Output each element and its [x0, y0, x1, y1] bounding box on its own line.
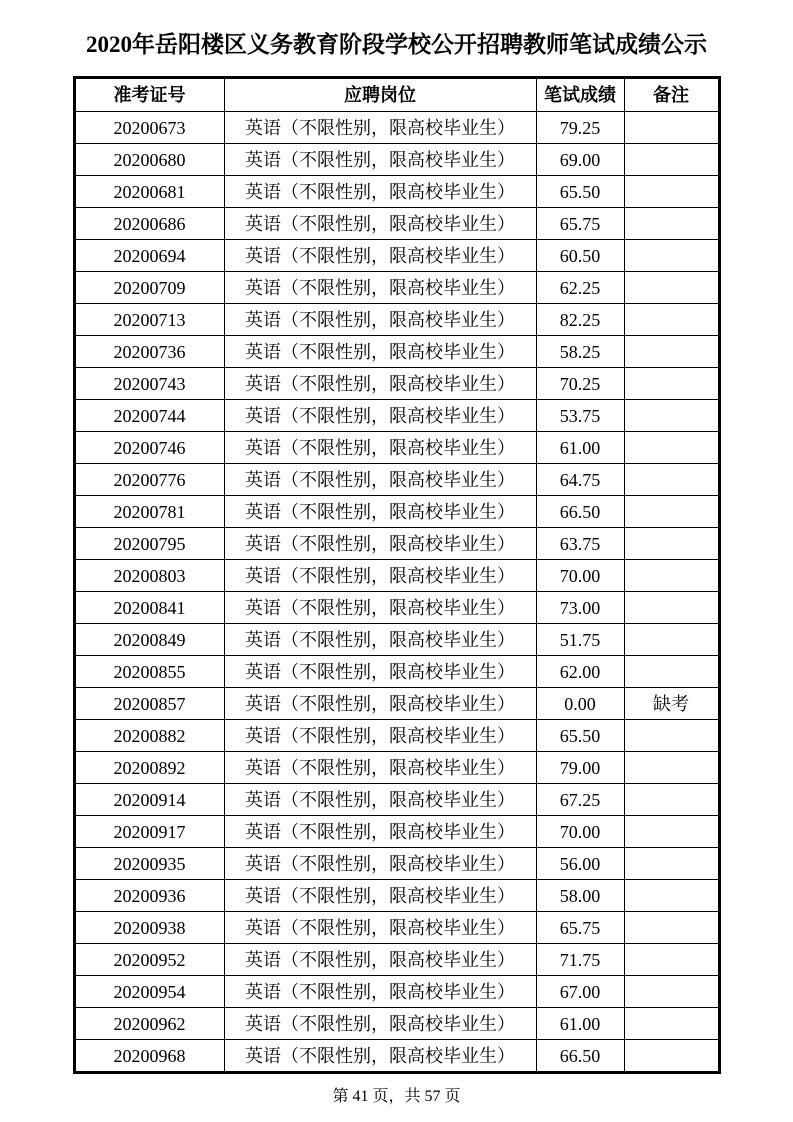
position-cell: 英语（不限性别，限高校毕业生） [224, 528, 536, 560]
note-cell [624, 944, 719, 976]
exam-number-cell: 20200680 [74, 144, 224, 176]
exam-number-cell: 20200952 [74, 944, 224, 976]
table-row [74, 976, 719, 1008]
exam-number-cell: 20200686 [74, 208, 224, 240]
score-cell: 73.00 [536, 592, 624, 624]
score-cell: 66.50 [536, 1040, 624, 1073]
exam-number-cell: 20200935 [74, 848, 224, 880]
table-row [74, 912, 719, 944]
table-row [74, 752, 719, 784]
exam-number-cell: 20200781 [74, 496, 224, 528]
position-cell: 英语（不限性别，限高校毕业生） [224, 208, 536, 240]
score-cell: 62.00 [536, 656, 624, 688]
score-cell: 64.75 [536, 464, 624, 496]
header-position: 应聘岗位 [224, 78, 536, 112]
exam-number-cell: 20200938 [74, 912, 224, 944]
table-row [74, 784, 719, 816]
exam-number-cell: 20200673 [74, 112, 224, 144]
score-cell: 58.25 [536, 336, 624, 368]
note-cell [624, 208, 719, 240]
exam-number-cell: 20200744 [74, 400, 224, 432]
position-cell: 英语（不限性别，限高校毕业生） [224, 976, 536, 1008]
exam-number-cell: 20200795 [74, 528, 224, 560]
position-cell: 英语（不限性别，限高校毕业生） [224, 592, 536, 624]
note-cell [624, 560, 719, 592]
score-cell: 82.25 [536, 304, 624, 336]
table-row [74, 368, 719, 400]
note-cell [624, 784, 719, 816]
note-cell [624, 432, 719, 464]
exam-number-cell: 20200962 [74, 1008, 224, 1040]
exam-number-cell: 20200841 [74, 592, 224, 624]
table-body [74, 112, 719, 1073]
score-cell: 0.00 [536, 688, 624, 720]
page-title: 2020年岳阳楼区义务教育阶段学校公开招聘教师笔试成绩公示 [86, 32, 707, 57]
table-row [74, 208, 719, 240]
table-row [74, 464, 719, 496]
note-cell [624, 240, 719, 272]
note-cell [624, 752, 719, 784]
header-exam-number: 准考证号 [74, 78, 224, 112]
position-cell: 英语（不限性别，限高校毕业生） [224, 464, 536, 496]
position-cell: 英语（不限性别，限高校毕业生） [224, 944, 536, 976]
note-cell [624, 848, 719, 880]
table-row [74, 592, 719, 624]
note-cell [624, 272, 719, 304]
score-cell: 58.00 [536, 880, 624, 912]
exam-number-cell: 20200709 [74, 272, 224, 304]
note-cell [624, 976, 719, 1008]
score-cell: 56.00 [536, 848, 624, 880]
table-row [74, 944, 719, 976]
position-cell: 英语（不限性别，限高校毕业生） [224, 560, 536, 592]
table-row [74, 144, 719, 176]
position-cell: 英语（不限性别，限高校毕业生） [224, 112, 536, 144]
table-row [74, 528, 719, 560]
note-cell [624, 176, 719, 208]
exam-number-cell: 20200776 [74, 464, 224, 496]
score-cell: 67.00 [536, 976, 624, 1008]
page-footer: 第 41 页，共 57 页 [332, 1088, 461, 1105]
note-cell [624, 656, 719, 688]
note-cell [624, 592, 719, 624]
position-cell: 英语（不限性别，限高校毕业生） [224, 432, 536, 464]
position-cell: 英语（不限性别，限高校毕业生） [224, 368, 536, 400]
exam-number-cell: 20200746 [74, 432, 224, 464]
score-cell: 70.00 [536, 560, 624, 592]
score-cell: 61.00 [536, 1008, 624, 1040]
score-cell: 71.75 [536, 944, 624, 976]
table-row [74, 432, 719, 464]
position-cell: 英语（不限性别，限高校毕业生） [224, 624, 536, 656]
table-row [74, 848, 719, 880]
table-row [74, 720, 719, 752]
exam-number-cell: 20200857 [74, 688, 224, 720]
note-cell [624, 368, 719, 400]
score-cell: 66.50 [536, 496, 624, 528]
position-cell: 英语（不限性别，限高校毕业生） [224, 272, 536, 304]
table-row [74, 400, 719, 432]
note-cell [624, 144, 719, 176]
note-cell [624, 528, 719, 560]
header-score: 笔试成绩 [536, 78, 624, 112]
note-cell: 缺考 [624, 688, 719, 720]
note-cell [624, 336, 719, 368]
score-cell: 63.75 [536, 528, 624, 560]
exam-number-cell: 20200681 [74, 176, 224, 208]
exam-number-cell: 20200713 [74, 304, 224, 336]
exam-number-cell: 20200892 [74, 752, 224, 784]
score-cell: 70.00 [536, 816, 624, 848]
table-row [74, 880, 719, 912]
note-cell [624, 912, 719, 944]
exam-number-cell: 20200914 [74, 784, 224, 816]
table-row [74, 112, 719, 144]
note-cell [624, 496, 719, 528]
note-cell [624, 1040, 719, 1073]
table-row [74, 336, 719, 368]
position-cell: 英语（不限性别，限高校毕业生） [224, 304, 536, 336]
exam-number-cell: 20200849 [74, 624, 224, 656]
table-row [74, 656, 719, 688]
header-note: 备注 [624, 78, 719, 112]
exam-number-cell: 20200917 [74, 816, 224, 848]
exam-number-cell: 20200968 [74, 1040, 224, 1073]
position-cell: 英语（不限性别，限高校毕业生） [224, 784, 536, 816]
note-cell [624, 1008, 719, 1040]
table-header-row [74, 78, 719, 112]
exam-number-cell: 20200736 [74, 336, 224, 368]
note-cell [624, 720, 719, 752]
position-cell: 英语（不限性别，限高校毕业生） [224, 688, 536, 720]
score-cell: 61.00 [536, 432, 624, 464]
table-row [74, 1040, 719, 1073]
note-cell [624, 304, 719, 336]
position-cell: 英语（不限性别，限高校毕业生） [224, 496, 536, 528]
score-cell: 67.25 [536, 784, 624, 816]
position-cell: 英语（不限性别，限高校毕业生） [224, 656, 536, 688]
table-row [74, 560, 719, 592]
score-cell: 65.75 [536, 912, 624, 944]
exam-number-cell: 20200694 [74, 240, 224, 272]
note-cell [624, 112, 719, 144]
score-cell: 70.25 [536, 368, 624, 400]
position-cell: 英语（不限性别，限高校毕业生） [224, 752, 536, 784]
exam-number-cell: 20200803 [74, 560, 224, 592]
note-cell [624, 816, 719, 848]
position-cell: 英语（不限性别，限高校毕业生） [224, 880, 536, 912]
exam-number-cell: 20200855 [74, 656, 224, 688]
position-cell: 英语（不限性别，限高校毕业生） [224, 336, 536, 368]
note-cell [624, 400, 719, 432]
score-cell: 65.50 [536, 176, 624, 208]
score-cell: 62.25 [536, 272, 624, 304]
score-cell: 53.75 [536, 400, 624, 432]
exam-number-cell: 20200954 [74, 976, 224, 1008]
position-cell: 英语（不限性别，限高校毕业生） [224, 1008, 536, 1040]
score-cell: 65.75 [536, 208, 624, 240]
position-cell: 英语（不限性别，限高校毕业生） [224, 848, 536, 880]
position-cell: 英语（不限性别，限高校毕业生） [224, 144, 536, 176]
score-cell: 60.50 [536, 240, 624, 272]
note-cell [624, 624, 719, 656]
position-cell: 英语（不限性别，限高校毕业生） [224, 912, 536, 944]
position-cell: 英语（不限性别，限高校毕业生） [224, 720, 536, 752]
table-row [74, 304, 719, 336]
score-cell: 65.50 [536, 720, 624, 752]
position-cell: 英语（不限性别，限高校毕业生） [224, 240, 536, 272]
score-cell: 79.00 [536, 752, 624, 784]
position-cell: 英语（不限性别，限高校毕业生） [224, 176, 536, 208]
exam-number-cell: 20200882 [74, 720, 224, 752]
scores-table [73, 76, 721, 1074]
position-cell: 英语（不限性别，限高校毕业生） [224, 816, 536, 848]
table-row [74, 176, 719, 208]
table-row [74, 624, 719, 656]
table-row [74, 240, 719, 272]
note-cell [624, 464, 719, 496]
table-row [74, 1008, 719, 1040]
position-cell: 英语（不限性别，限高校毕业生） [224, 1040, 536, 1073]
exam-number-cell: 20200936 [74, 880, 224, 912]
table-row [74, 272, 719, 304]
table-row [74, 496, 719, 528]
exam-number-cell: 20200743 [74, 368, 224, 400]
score-cell: 51.75 [536, 624, 624, 656]
score-cell: 69.00 [536, 144, 624, 176]
note-cell [624, 880, 719, 912]
score-cell: 79.25 [536, 112, 624, 144]
position-cell: 英语（不限性别，限高校毕业生） [224, 400, 536, 432]
table-row [74, 688, 719, 720]
table-row [74, 816, 719, 848]
